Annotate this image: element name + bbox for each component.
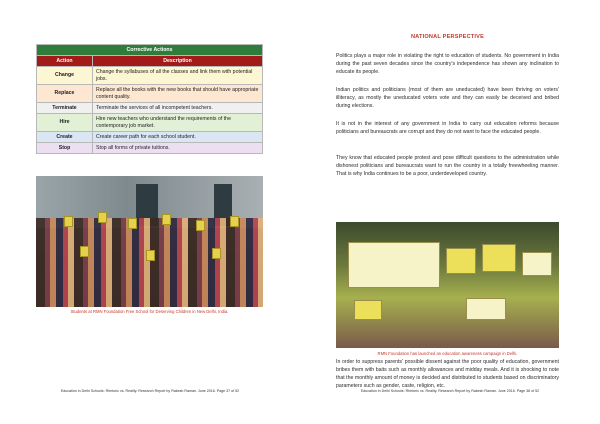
protest-placard — [482, 244, 516, 272]
photo-book — [162, 214, 171, 225]
students-group-photo — [36, 176, 263, 307]
table-title: Corrective Actions — [37, 45, 263, 56]
table-row — [37, 103, 263, 114]
table-header-row — [37, 56, 263, 67]
table-row — [37, 85, 263, 103]
paragraph: It is not in the interest of any government in India to carry out education reforms because politicians and bureaucrats are corrupt and they do not want to face the educated people. — [336, 121, 559, 135]
description-cell: Change the syllabuses of all the classes and link them with potential jobs. — [93, 67, 263, 85]
corrective-actions-table — [36, 44, 263, 154]
photo-book — [128, 218, 137, 229]
protest-placard — [446, 248, 476, 274]
description-cell: Stop all forms of private tuitions. — [93, 143, 263, 154]
left-photo-caption: Students at RMN Foundation Free School for Deserving Children in New Delhi, India. — [70, 309, 229, 314]
photo-book — [212, 248, 221, 259]
paragraph: In order to suppress parents' possible dissent against the poor quality of education, government bribes them with baits such as monthly allowances and midday meals. And it is shocking to note that the monthly amount of money is decided and distributed to students based on discriminatory parameters such as gender, caste, religion, etc. — [336, 359, 559, 389]
photo-book — [80, 246, 89, 257]
photo-book — [146, 250, 155, 261]
campaign-photo — [336, 222, 559, 348]
table-title-row — [37, 45, 263, 56]
table-row — [37, 132, 263, 143]
photo-book — [196, 220, 205, 231]
description-cell: Create career path for each school student. — [93, 132, 263, 143]
action-cell: Replace — [37, 85, 93, 103]
photo-book — [64, 216, 73, 227]
paragraph: They know that educated people protest and pose difficult questions to the administration while dishonest politicians and bureaucrats want to run the country in a totally freewheeling manner. That is why India continues to be a poor, underdeveloped country. — [336, 155, 559, 177]
table-row — [37, 114, 263, 132]
action-cell: Change — [37, 67, 93, 85]
protest-placard — [466, 298, 506, 320]
photo-book — [98, 212, 107, 223]
right-photo-caption: RMN Foundation has launched an education awareness campaign in Delhi. — [377, 351, 518, 356]
photo-book — [230, 216, 239, 227]
protest-placard — [522, 252, 552, 276]
left-page-footer: Education in Delhi Schools: Rhetoric vs. Reality. Research Report by Rakesh Raman. June 2016. Page 37 of 52 — [60, 389, 240, 393]
action-cell: Create — [37, 132, 93, 143]
paragraph: Indian politics and politicians (most of them are uneducated) have been thriving on voters' illiteracy, as mostly the uneducated voters vote and they can easily be deceived and bribed during elections. — [336, 87, 559, 109]
table-row — [37, 143, 263, 154]
header-description: Description — [93, 56, 263, 67]
paragraph: Politics plays a major role in violating the right to education of students. No government in India during the past seven decades since the country's independence has shown any inclination to educate its people. — [336, 53, 559, 75]
table-row — [37, 67, 263, 85]
description-cell: Terminate the services of all incompetent teachers. — [93, 103, 263, 114]
protest-placard — [354, 300, 382, 320]
protest-placard — [348, 242, 440, 288]
photo-crowd — [36, 218, 263, 307]
description-cell: Replace all the books with the new books that should have appropriate content quality. — [93, 85, 263, 103]
action-cell: Stop — [37, 143, 93, 154]
action-cell: Hire — [37, 114, 93, 132]
header-action: Action — [37, 56, 93, 67]
description-cell: Hire new teachers who understand the requirements of the contemporary job market. — [93, 114, 263, 132]
action-cell: Terminate — [37, 103, 93, 114]
section-title: NATIONAL PERSPECTIVE — [410, 34, 485, 40]
right-page-footer: Education in Delhi Schools: Rhetoric vs. Reality. Research Report by Rakesh Raman. June 2016. Page 38 of 52 — [360, 389, 540, 393]
